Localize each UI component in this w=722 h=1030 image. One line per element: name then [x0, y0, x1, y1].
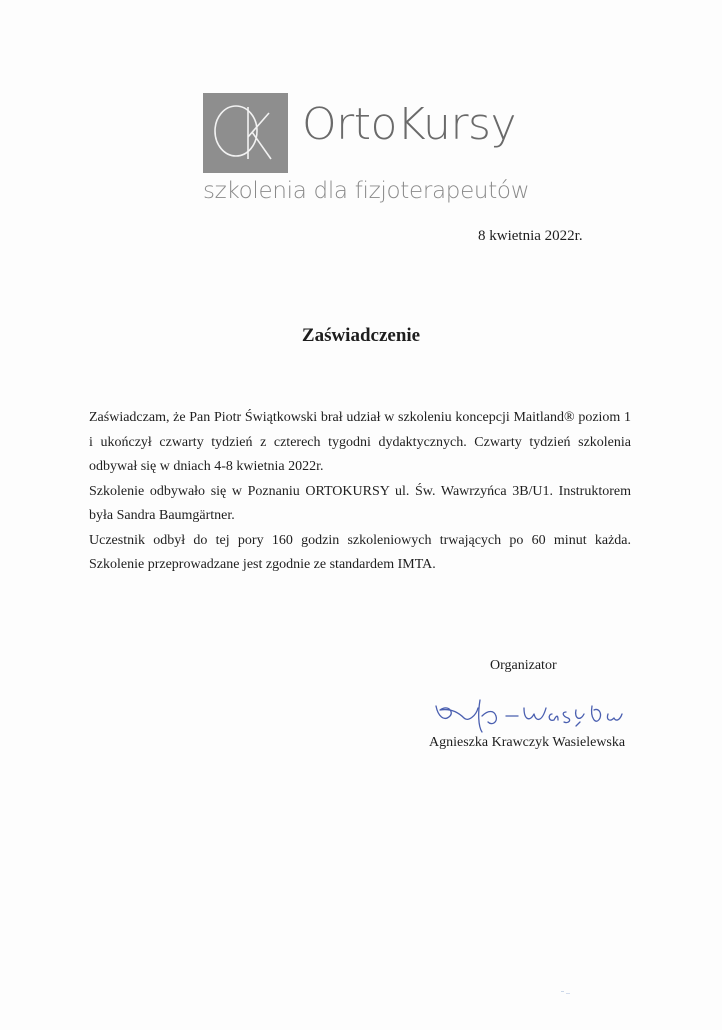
scan-speck-icon	[561, 989, 571, 997]
body-paragraph-1: Zaświadczam, że Pan Piotr Świątkowski brał udział w szkoleniu koncepcji Maitland® poziom 1 i ukończył czwarty tydzień z czterech tygodni dydaktycznych. Czwarty tydzień szkolenia odbywał się w dniach 4-8 kwietnia 2022r.	[89, 410, 631, 474]
organizer-label: Organizator	[490, 658, 557, 673]
document-date: 8 kwietnia 2022r.	[478, 228, 583, 244]
document-title: Zaświadczenie	[301, 325, 421, 346]
ortokursy-logo-mark	[203, 93, 288, 173]
organizer-name: Agnieszka Krawczyk Wasielewska	[429, 735, 626, 750]
brand-name: OrtoKursy	[302, 99, 516, 150]
brand-tagline: szkolenia dla fizjoterapeutów	[203, 178, 530, 204]
ok-monogram-icon	[203, 93, 288, 173]
body-paragraph-2: Szkolenie odbywało się w Poznaniu ORTOKURSY ul. Św. Wawrzyńca 3B/U1. Instruktorem była Sandra Baumgärtner.	[89, 483, 631, 523]
handwritten-signature	[424, 692, 634, 740]
body-paragraph-3: Uczestnik odbył do tej pory 160 godzin szkoleniowych trwających po 60 minut każda. Szkolenie przeprowadzane jest zgodnie ze standardem IMTA.	[89, 532, 631, 572]
certificate-body	[89, 406, 631, 578]
